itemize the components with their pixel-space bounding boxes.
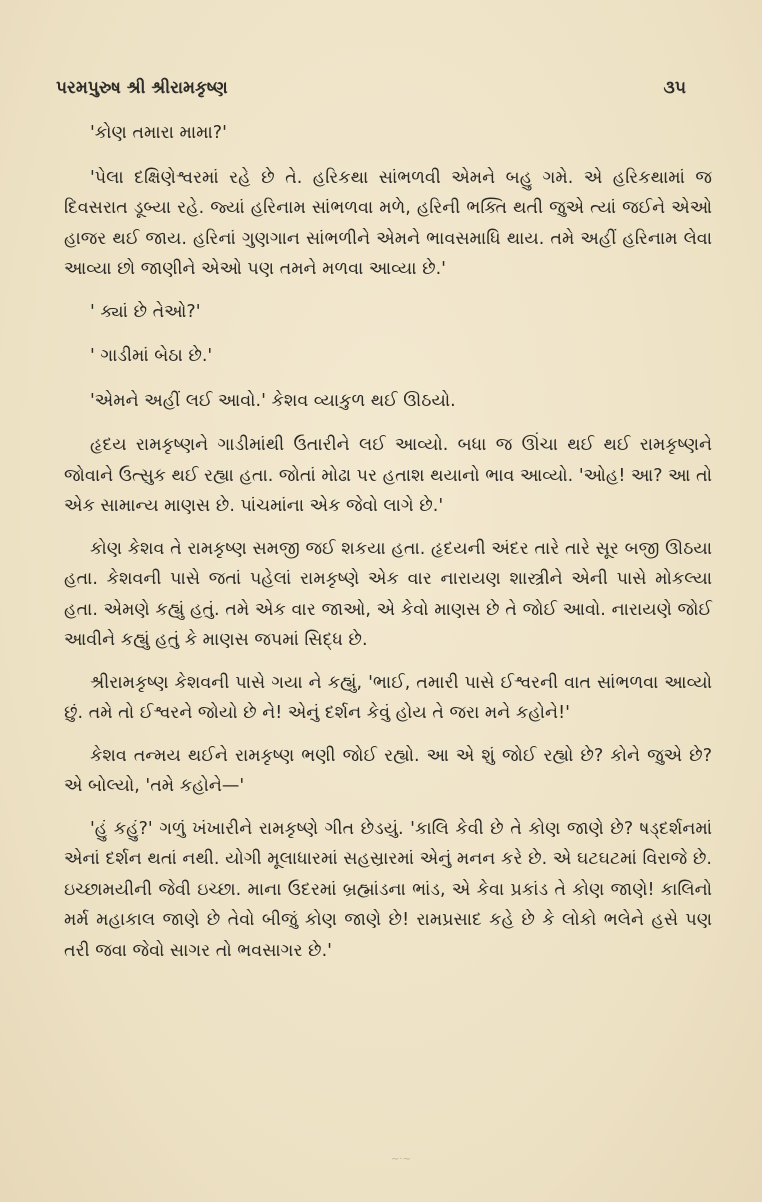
paragraph: 'પેલા દક્ષિણેશ્વરમાં રહે છે તે. હરિકથા સાંભળવી એમને બહુ ગમે. એ હરિકથામાં જ દિવસરાત ડૂબ્યા રહે. જ્યાં હરિનામ સાંભળવા મળે, હરિની ભક્તિ થતી જુએ ત્યાં જઈને એઓ હાજર થઈ જાય. હરિનાં ગુણગાન સાંભળીને એમને ભાવસમાધિ થાય. તમે અહીં હરિનામ લેવા આવ્યા છો જાણીને એઓ પણ તમને મળવા આવ્યા છે.' (64, 167, 712, 279)
running-title: પરમપુરુષ શ્રી શ્રીરામકૃષ્ણ (56, 78, 228, 98)
paragraph: ' ક્યાં છે તેઓ?' (90, 301, 201, 322)
paragraph: કેશવ તન્મય થઈને રામકૃષ્ણ ભણી જોઈ રહ્યો. આ એ શું જોઈ રહ્યો છે? કોને જુએ છે? એ બોલ્યો, 'તમે કહોને—' (64, 745, 712, 796)
page-number: ૩૫ (663, 78, 686, 98)
paragraph: કોણ કેશવ તે રામકૃષ્ણ સમજી જઈ શકયા હતા. હૃદયની અંદર તારે તારે સૂર બજી ઊઠયા હતા. કેશવની પાસે જતાં પહેલાં રામકૃષ્ણે એક વાર નારાયણ શાસ્ત્રીને એની પાસે મોકલ્યા હતા. એમણે કહ્યું હતું. તમે એક વાર જાઓ, એ કેવો માણસ છે તે જોઈ આવો. નારાયણે જોઈ આવીને કહ્યું હતું કે માણસ જપમાં સિદ્ધ છે. (64, 538, 712, 650)
paragraph: શ્રીરામકૃષ્ણ કેશવની પાસે ગયા ને કહ્યું, 'ભાઈ, તમારી પાસે ઈશ્વરની વાત સાંભળવા આવ્યો છું. તમે તો ઈશ્વરને જોયો છે ને! એનું દર્શન કેવું હોય તે જરા મને કહોને!' (64, 672, 712, 723)
paragraph: હૃદય રામકૃષ્ણને ગાડીમાંથી ઉતારીને લઈ આવ્યો. બધા જ ઊંચા થઈ થઈ રામકૃષ્ણને જોવાને ઉત્સુક થઈ રહ્યા હતા. જોતાં મોઢા પર હતાશ થયાનો ભાવ આવ્યો. 'ઓહ! આ? આ તો એક સામાન્ય માણસ છે. પાંચમાંના એક જેવો લાગે છે.' (64, 435, 712, 516)
running-header (56, 78, 686, 98)
paragraph: 'હું કહું?' ગળું ખંખારીને રામકૃષ્ણે ગીત છેડયું. 'કાલિ કેવી છે તે કોણ જાણે છે? ષડ્દર્શનમાં એનાં દર્શન થતાં નથી. યોગી મૂલાધારમાં સહસ્રારમાં એનું મનન કરે છે. એ ઘટઘટમાં વિરાજે છે. ઇચ્છામયીની જેવી ઇચ્છા. માના ઉદરમાં બ્રહ્માંડના ભાંડ, એ કેવા પ્રકાંડ તે કોણ જાણે! કાલિનો મર્મ મહાકાલ જાણે છે તેવો બીજું કોણ જાણે છે! રામપ્રસાદ કહે છે કે લોકો ભલેને હસે પણ તરી જવા જેવો સાગર તો ભવસાગર છે.' (64, 818, 712, 961)
body-text (64, 118, 712, 978)
paragraph: 'કોણ તમારા મામા?' (90, 123, 227, 143)
print-smudge: ~·~ (391, 1154, 411, 1165)
paragraph: 'એમને અહીં લઈ આવો.' કેશવ વ્યાકુળ થઈ ઊઠયો. (90, 390, 456, 411)
paragraph: ' ગાડીમાં બેઠા છે.' (90, 346, 213, 366)
